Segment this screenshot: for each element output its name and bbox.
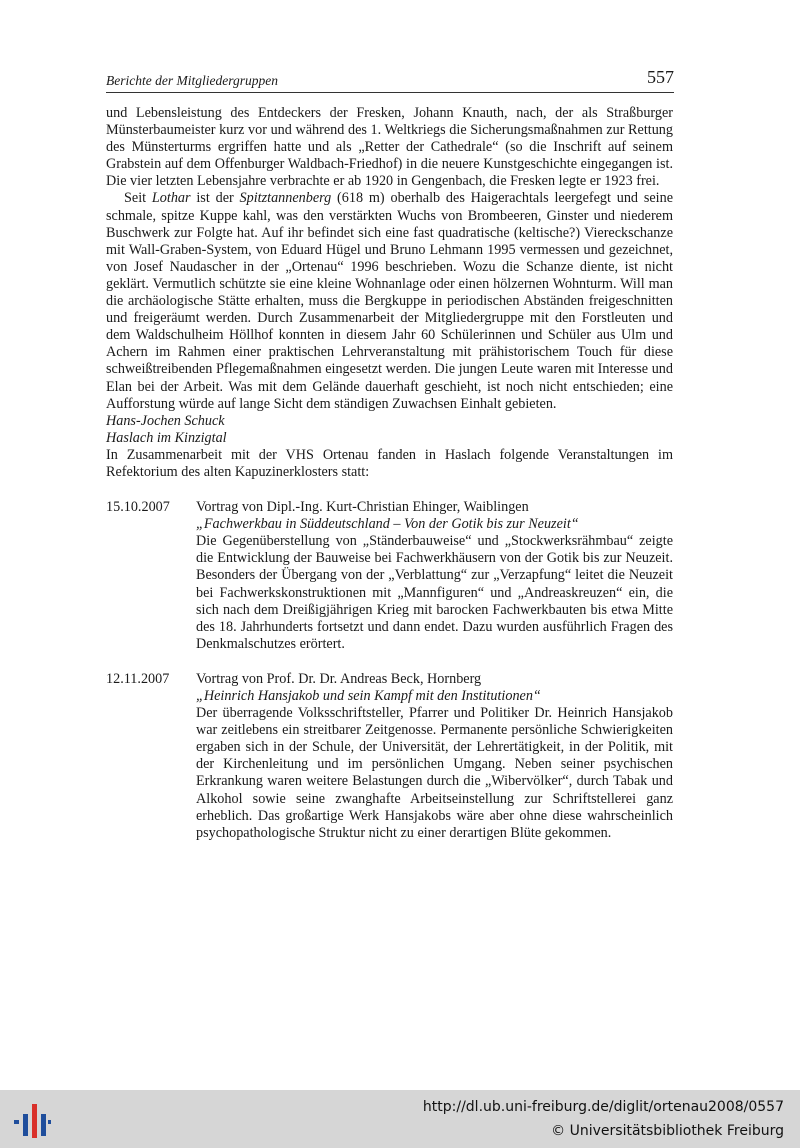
paragraph-spitztannenberg xyxy=(106,190,673,412)
page-header xyxy=(106,64,674,93)
italic-term: Lothar xyxy=(151,190,191,207)
text-run: ist der xyxy=(190,190,240,207)
event-title: „Fachwerkbau in Süddeutschland – Von der Gotik bis zur Neuzeit“ xyxy=(196,516,579,533)
paragraph: und Lebensleistung des Entdeckers der Fresken, Johann Knauth, nach, der als Straßburger Münsterbaumeister kurz vor und während des 1. Weltkriegs die Sicherungsmaßnahmen zur Rettung des Münsterturms ergriffen hatte und als „Retter der Cathedrale“ (so die Inschrift auf seinem Grabstein auf dem Offenburger Waldbach-Friedhof) in die neuere Kunstgeschichte eingegangen ist. Die vier letzten Lebensjahre verbrachte er ab 1920 in Gengenbach, die Fresken legte er 1923 frei. xyxy=(106,105,673,190)
event-date: 15.10.2007 xyxy=(106,499,170,516)
source-url-link[interactable]: http://dl.ub.uni-freiburg.de/diglit/ortenau2008/0557 xyxy=(422,1099,784,1115)
event-description: Die Gegenüberstellung von „Ständerbauweise“ und „Stockwerksrähmbau“ zeigte die Entwicklung der Bauweise bei Fachwerkhäusern von der Gotik bis zur Neuzeit. Besonders der Übergang von der „Verblattung“ zur „Verzapfung“ leitet die Neuzeit bei Fachwerkskonstruktionen mit „Mannfiguren“ und „Andreaskreuzen“ ein, die sich nach dem Dreißigjährigen Krieg mit barocken Fachwerkbauten bis etwa Mitte des 18. Jahrhunderts fortsetzt und dann endet. Dazu wurden ausführlich Fragen des Denkmalschutzes erörtert. xyxy=(196,533,673,652)
page-number: 557 xyxy=(647,67,674,87)
event-speaker: Vortrag von Dipl.-Ing. Kurt-Christian Ehinger, Waiblingen xyxy=(196,499,529,516)
library-logo-icon xyxy=(12,1100,52,1140)
text-run: (618 m) oberhalb des Haigerachtals leergefegt und seine schmale, spitze Kuppe kahl, was den verstärkten Wuchs von Brombeeren, Ginster und niederem Buschwerk zur Folgte hat. Auf ihr befindet sich eine fast quadratische (keltische?) Viereckschanze mit Wall-Graben-System, von Eduard Hügel und Bruno Lehmann 1995 vermessen und gezeichnet, von Josef Naudascher in der „Ortenau“ 1996 beschrieben. Wozu die Schanze diente, ist nicht geklärt. Vermutlich schützte sie eine kleine Wohnanlage oder einen hölzernen Wohnturm. Will man die archäologische Stätte erhalten, muss die Bergkuppe in periodischen Abständen freigeschnitten und freigeräumt werden. Durch Zusammenarbeit der Mitgliedergruppe mit den Forstleuten und dem Waldschulheim Höllhof konnten in diesem Jahr 60 Schülerinnen und Schüler aus Ulm und Achern im Rahmen einer praktischen Lehrveranstaltung mit prähistorischem Touch für diese schweißtreibenden Pflegemaßnahmen eingesetzt werden. Die jungen Leute waren mit Interesse und Elan bei der Arbeit. Was mit dem Gelände dauerhaft geschieht, ist noch nicht entschieden; eine Aufforstung würde auf lange Sicht dem ständigen Zuwachsen Einhalt gebieten. xyxy=(106,190,674,412)
running-head: Berichte der Mitgliedergruppen xyxy=(106,73,278,88)
event-title: „Heinrich Hansjakob und sein Kampf mit den Institutionen“ xyxy=(196,688,541,704)
intro-paragraph: In Zusammenarbeit mit der VHS Ortenau fanden in Haslach folgende Veranstaltungen im Refektorium des alten Kapuzinerklosters statt: xyxy=(106,446,673,480)
page-content xyxy=(106,105,673,842)
event-entry xyxy=(106,499,673,653)
event-body xyxy=(196,671,673,842)
event-description: Der überragende Volksschriftsteller, Pfarrer und Politiker Dr. Heinrich Hansjakob war zeitlebens ein streitbarer Zeitgenosse. Permanente persönliche Schwierigkeiten ergaben sich in der Schule, der Universität, der Lehrertätigkeit, in der Politik, mit der Kirchenleitung und im persönlichen Umgang. Neben seiner psychischen Erkrankung waren weitere Belastungen durch die „Wibervölker“, durch Tabak und Alkohol sowie seine zwanghafte Arbeitseinstellung zur Schriftstellerei ganz erheblich. Das großartige Werk Hansjakobs wäre aber ohne diese wahrscheinlich psychopathologische Struktur nicht zu einer derartigen Blüte gekommen. xyxy=(196,705,673,841)
event-entry xyxy=(106,671,673,842)
italic-term: Spitztannenberg xyxy=(239,190,332,207)
event-date: 12.11.2007 xyxy=(106,670,170,687)
text-run: Seit xyxy=(124,190,152,207)
event-speaker: Vortrag von Prof. Dr. Dr. Andreas Beck, Hornberg xyxy=(196,670,482,687)
section-title: Haslach im Kinzigtal xyxy=(106,429,227,446)
footer-bar xyxy=(0,1090,800,1148)
author-signature: Hans-Jochen Schuck xyxy=(106,412,225,429)
event-body xyxy=(196,499,673,653)
copyright-notice: © Universitätsbibliothek Freiburg xyxy=(551,1123,784,1139)
